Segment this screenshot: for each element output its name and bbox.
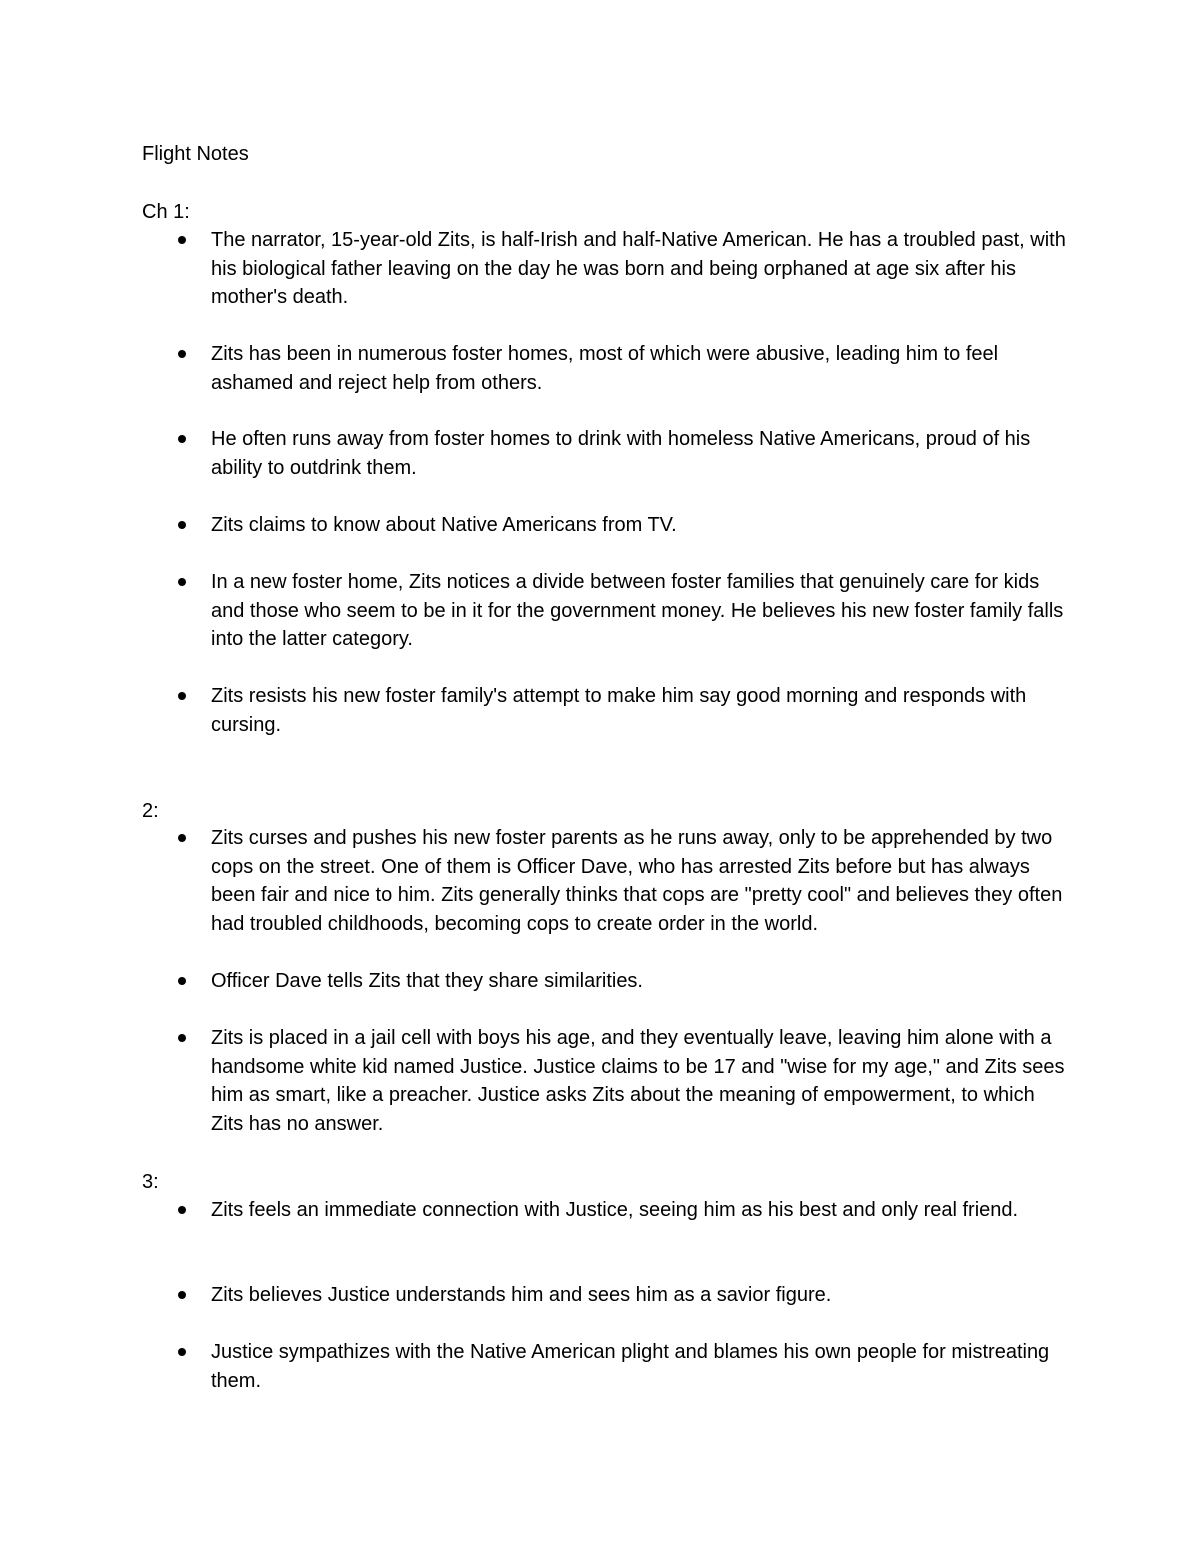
list-item-text: Zits is placed in a jail cell with boys his age, and they eventually leave, leaving him alone with a handsome white kid named Justice. Justice claims to be 17 and "wise for my age," and Zits sees him as smart, like a preacher. Justice asks Zits about the meaning of empowerment, to which Zits has no answer. xyxy=(211,1027,1065,1135)
list-item-text: Zits claims to know about Native Americans from TV. xyxy=(211,514,677,536)
list-item-text: He often runs away from foster homes to drink with homeless Native Americans, proud of his ability to outdrink them. xyxy=(211,428,1031,479)
list-item-text: Justice sympathizes with the Native American plight and blames his own people for mistreating them. xyxy=(211,1341,1050,1392)
document-title: Flight Notes xyxy=(142,143,249,165)
list-item-text: Zits has been in numerous foster homes, most of which were abusive, leading him to feel ashamed and reject help from others. xyxy=(211,343,999,394)
list-item-text: Zits resists his new foster family's attempt to make him say good morning and responds with cursing. xyxy=(211,685,1027,736)
section-heading-2: 2: xyxy=(142,800,159,822)
bullet-icon xyxy=(178,1348,186,1356)
bullet-icon xyxy=(178,435,186,443)
list-item-text: Zits feels an immediate connection with Justice, seeing him as his best and only real friend. xyxy=(211,1199,1019,1221)
bullet-icon xyxy=(178,350,186,358)
bullet-icon xyxy=(178,834,186,842)
bullet-icon xyxy=(178,1291,186,1299)
list-item-text: Officer Dave tells Zits that they share similarities. xyxy=(211,970,643,992)
bullet-icon xyxy=(178,1206,186,1214)
bullet-icon xyxy=(178,692,186,700)
bullet-icon xyxy=(178,521,186,529)
list-item-text: Zits believes Justice understands him and sees him as a savior figure. xyxy=(211,1284,832,1306)
bullet-icon xyxy=(178,977,186,985)
bullet-icon xyxy=(178,236,186,244)
section-heading-ch1: Ch 1: xyxy=(142,201,190,223)
list-item-text: The narrator, 15-year-old Zits, is half-Irish and half-Native American. He has a troubled past, with his biological father leaving on the day he was born and being orphaned at age six after his mother's death. xyxy=(211,229,1066,308)
list-item-text: Zits curses and pushes his new foster parents as he runs away, only to be apprehended by two cops on the street. One of them is Officer Dave, who has arrested Zits before but has always been fair and nice to him. Zits generally thinks that cops are "pretty cool" and believes they often had troubled childhoods, becoming cops to create order in the world. xyxy=(211,827,1063,935)
list-item-text: In a new foster home, Zits notices a divide between foster families that genuinely care for kids and those who seem to be in it for the government money. He believes his new foster family falls into the latter category. xyxy=(211,571,1064,650)
section-heading-3: 3: xyxy=(142,1171,159,1193)
bullet-icon xyxy=(178,578,186,586)
bullet-icon xyxy=(178,1034,186,1042)
